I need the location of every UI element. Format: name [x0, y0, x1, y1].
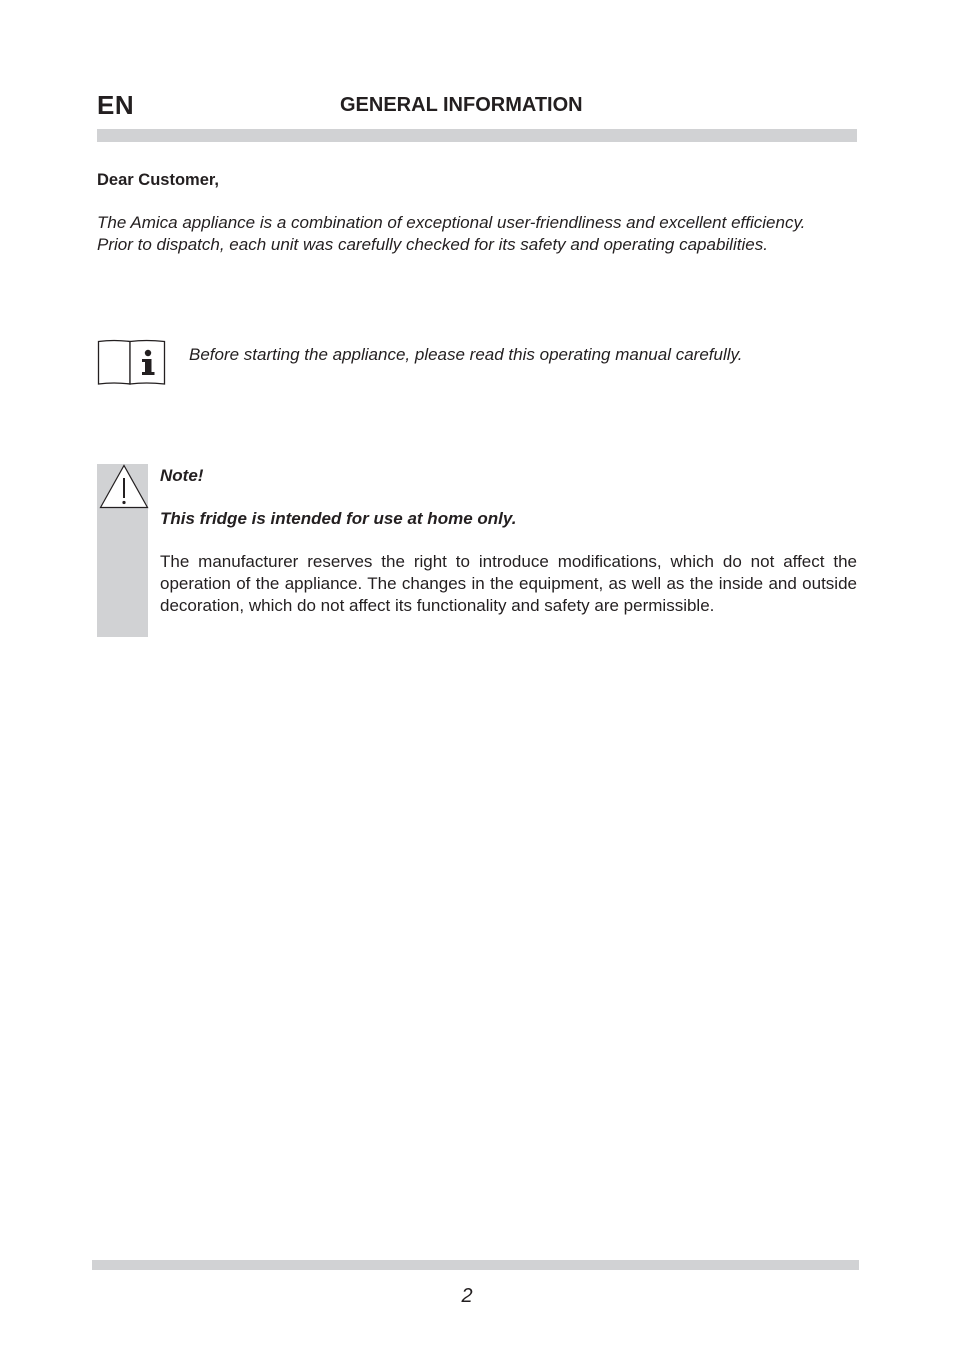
intro-line-2: Prior to dispatch, each unit was carefully checked for its safety and operating capabilities.	[97, 235, 768, 254]
greeting: Dear Customer,	[97, 171, 219, 189]
manual-notice-text: Before starting the appliance, please read this operating manual carefully.	[189, 345, 743, 364]
language-code: EN	[97, 90, 135, 120]
intro-paragraph	[97, 212, 867, 256]
note-emphasis: This fridge is intended for use at home only.	[160, 509, 517, 528]
note-title: Note!	[160, 466, 204, 485]
intro-line-1: The Amica appliance is a combination of exceptional user-friendliness and excellent efficiency.	[97, 213, 806, 232]
manual-info-icon	[97, 338, 166, 386]
note-body: The manufacturer reserves the right to introduce modifications, which do not affect the operation of the appliance. The changes in the equipment, as well as the inside and outside decoration, which do not affect its functionality and safety are permissible.	[160, 552, 857, 615]
page-number: 2	[461, 1285, 473, 1307]
warning-icon	[99, 464, 149, 509]
header-rule	[97, 129, 857, 142]
footer-rule	[92, 1260, 859, 1270]
section-title: GENERAL INFORMATION	[340, 94, 583, 116]
